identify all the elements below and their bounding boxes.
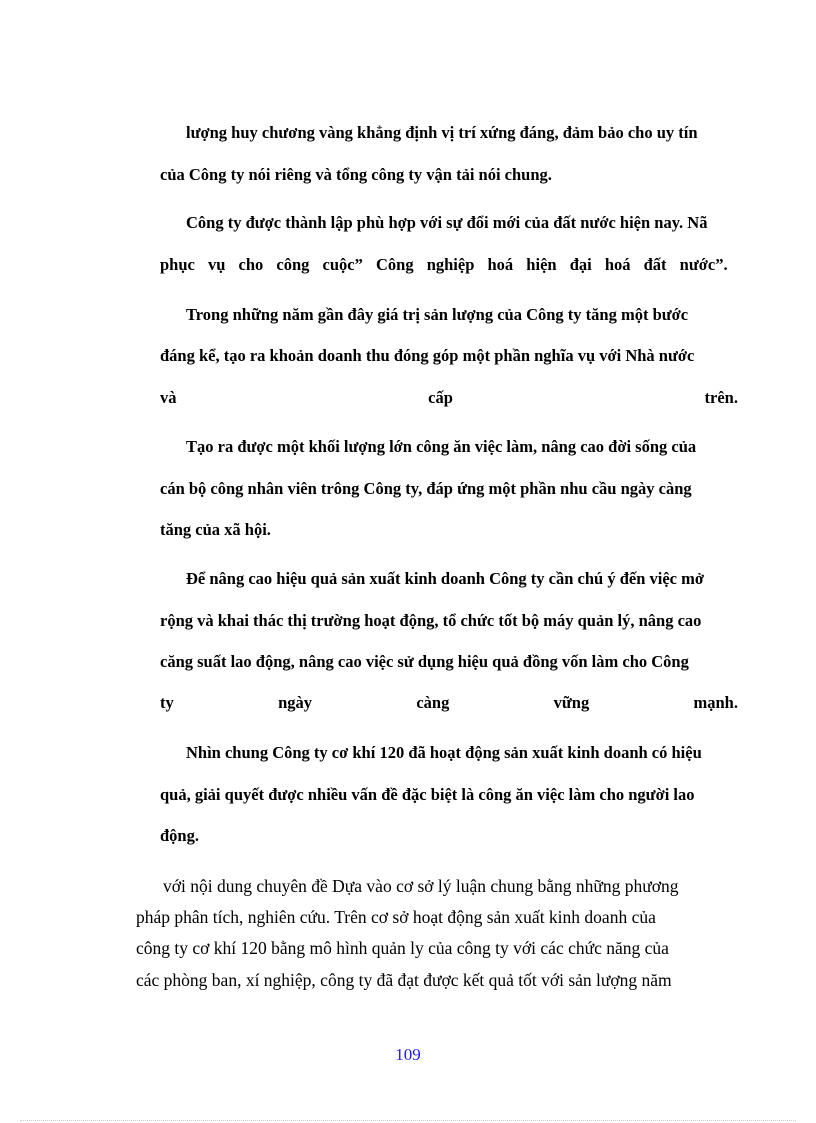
text-line: rộng và khai thác thị trường hoạt động, tổ chức tốt bộ máy quản lý, nâng cao (160, 611, 702, 630)
page-number: 109 (395, 1045, 421, 1064)
text-line: Nhìn chung Công ty cơ khí 120 đã hoạt động sản xuất kinh doanh có hiệu (186, 743, 702, 762)
text-line: Trong những năm gần đây giá trị sản lượng của Công ty tăng một bước (186, 305, 689, 324)
text-line: căng suất lao động, nâng cao việc sử dụng hiệu quả đồng vốn làm cho Công (160, 652, 689, 671)
word: trên. (704, 388, 738, 407)
text-line: Để nâng cao hiệu quả sản xuất kinh doanh Công ty cần chú ý đến việc mở (186, 569, 704, 588)
word: ngày (278, 693, 312, 712)
text-line: Công ty được thành lập phù hợp với sự đổi mới của đất nước hiện nay. Nã (186, 213, 708, 232)
text-line: của Công ty nói riêng và tổng công ty vận tải nói chung. (160, 165, 552, 184)
text-line: với nội dung chuyên đề Dựa vào cơ sở lý luận chung bằng những phương (163, 876, 679, 896)
word: càng (416, 693, 450, 712)
text-line: động. (160, 826, 199, 845)
word: ty (160, 693, 174, 712)
word: vững (553, 693, 590, 712)
justified-line (160, 693, 738, 713)
page-divider (20, 1120, 796, 1121)
text-line: pháp phân tích, nghiên cứu. Trên cơ sở hoạt động sản xuất kinh doanh của (136, 907, 656, 927)
text-line: công ty cơ khí 120 bằng mô hình quản ly của công ty với các chức năng của (136, 938, 669, 958)
text-line: quả, giải quyết được nhiều vấn đề đặc biệt là công ăn việc làm cho người lao (160, 785, 695, 804)
text-line: Tạo ra được một khối lượng lớn công ăn việc làm, nâng cao đời sống của (186, 437, 697, 456)
justified-line (160, 388, 738, 408)
text-line: tăng của xã hội. (160, 520, 271, 539)
word: mạnh. (693, 693, 738, 712)
word: cấp (428, 388, 453, 407)
text-line: lượng huy chương vàng khẳng định vị trí xứng đáng, đảm bảo cho uy tín (186, 123, 698, 142)
text-line: phục vụ cho công cuộc” Công nghiệp hoá hiện đại hoá đất nước”. (160, 255, 728, 274)
text-line: đáng kể, tạo ra khoản doanh thu đóng góp một phần nghĩa vụ với Nhà nước (160, 346, 695, 365)
word: và (160, 388, 177, 407)
text-line: các phòng ban, xí nghiệp, công ty đã đạt được kết quả tốt với sản lượng năm (136, 970, 672, 990)
text-line: cán bộ công nhân viên trông Công ty, đáp ứng một phần nhu cầu ngày càng (160, 479, 692, 498)
